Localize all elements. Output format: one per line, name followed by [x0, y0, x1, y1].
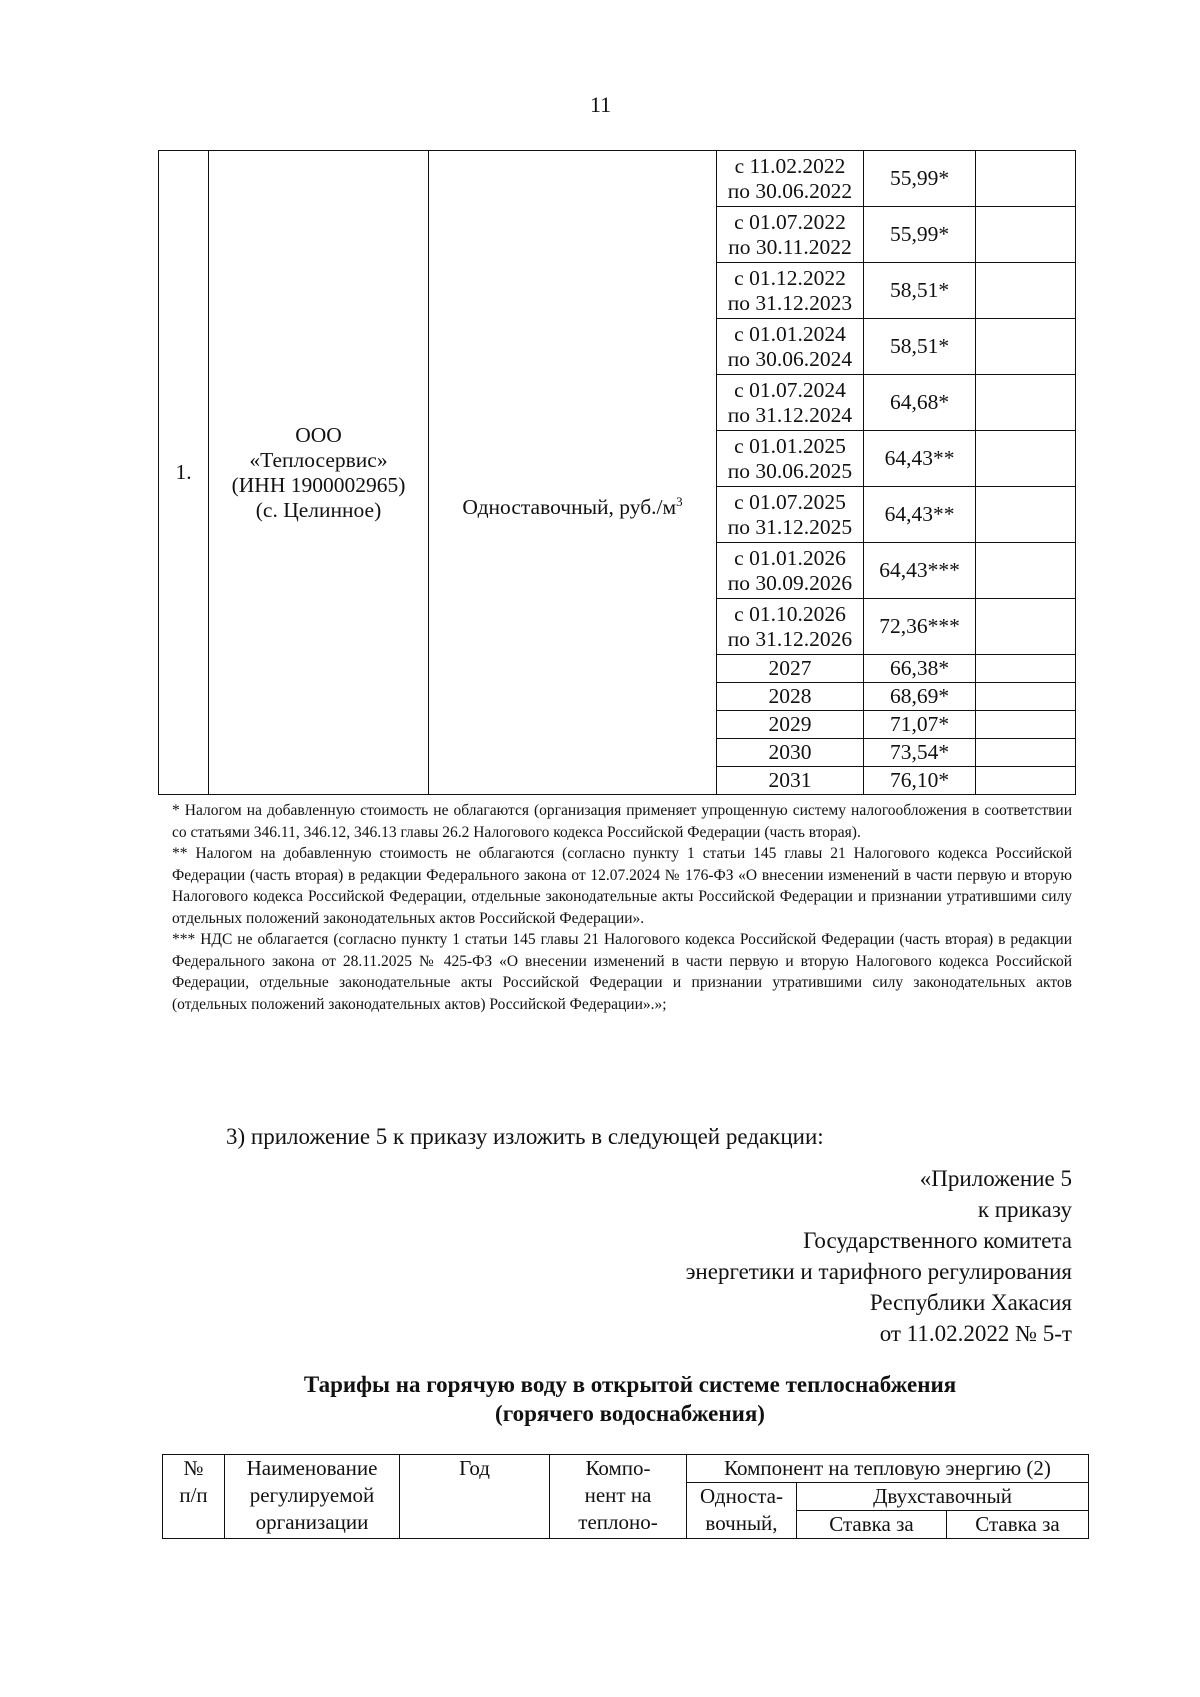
tariff-type: Одноставочный, руб./м — [462, 495, 677, 519]
tariff-value: 66,38* — [864, 655, 976, 683]
tariff-value: 55,99* — [864, 207, 976, 263]
tariff-value: 68,69* — [864, 683, 976, 711]
section-title-line: Тарифы на горячую воду в открытой системе теплоснабжения — [303, 1372, 957, 1397]
tariff-value: 71,07* — [864, 711, 976, 739]
footnote-two-star: ** Налогом на добавленную стоимость не облагаются (согласно пункту 1 статьи 145 главы 21 Налогового кодекса Российской Федерации (часть вторая) в редакции Федерального закона от 12.07.2024 № 176-ФЗ «О внесении изменений в части первую и вторую Налогового кодекса Российской Федерации, отдельные законодательные акты Российской Федерации и признании утратившими силу отдельных положений законодательных актов Российской Федерации». — [172, 845, 1072, 927]
empty-cell — [976, 487, 1076, 543]
period-cell — [717, 431, 864, 487]
period-to: по 31.12.2024 — [727, 402, 853, 427]
header-text: теплоно- — [578, 1510, 658, 1534]
header-text: Наименование — [246, 1456, 378, 1480]
header-row — [163, 1455, 1089, 1483]
appendix-line: к приказу — [977, 1197, 1072, 1222]
empty-cell — [976, 711, 1076, 739]
header-text: № — [183, 1456, 204, 1480]
tariff-value: 55,99* — [864, 151, 976, 207]
period-from: с 01.01.2026 — [734, 545, 846, 570]
period-to: по 30.06.2024 — [727, 346, 853, 371]
empty-cell — [976, 543, 1076, 599]
period-cell — [717, 263, 864, 319]
tariff-value: 73,54* — [864, 739, 976, 767]
appendix-line: Государственного комитета — [803, 1228, 1072, 1253]
tariff-value: 76,10* — [864, 767, 976, 795]
tariff-header-table — [162, 1454, 1089, 1539]
tariff-type-superscript: 3 — [676, 493, 683, 509]
period-to: по 31.12.2025 — [727, 514, 853, 539]
period-cell — [717, 599, 864, 655]
period-to: по 30.06.2025 — [727, 458, 853, 483]
year-cell: 2030 — [717, 739, 864, 767]
period-cell — [717, 543, 864, 599]
period-from: с 01.07.2024 — [734, 377, 846, 402]
period-from: с 01.12.2022 — [734, 265, 846, 290]
appendix-line: энергетики и тарифного регулирования — [685, 1259, 1072, 1284]
empty-cell — [976, 599, 1076, 655]
organization-line: ООО — [295, 422, 342, 447]
period-cell — [717, 151, 864, 207]
period-from: с 01.07.2022 — [734, 209, 846, 234]
footnotes — [172, 800, 1072, 1015]
empty-cell — [976, 767, 1076, 795]
appendix-line: от 11.02.2022 № 5-т — [879, 1321, 1072, 1346]
footnote-one-star: * Налогом на добавленную стоимость не облагаются (организация применяет упрощенную систему налогообложения в соответствии со статьями 346.11, 346.12, 346.13 главы 26.2 Налогового кодекса Российской Федерации (часть вторая). — [172, 802, 1072, 841]
tariff-value: 64,43** — [864, 487, 976, 543]
empty-cell — [976, 375, 1076, 431]
header-col-number — [163, 1455, 225, 1539]
appendix-line: «Приложение 5 — [919, 1166, 1072, 1191]
organization-line: «Теплосервис» — [249, 447, 388, 472]
empty-cell — [976, 151, 1076, 207]
period-cell — [717, 375, 864, 431]
instruction-item: 3) приложение 5 к приказу изложить в следующей редакции: — [226, 1124, 824, 1149]
year-cell: 2029 — [717, 711, 864, 739]
header-col-component — [550, 1455, 687, 1539]
header-text: нент на — [584, 1483, 652, 1507]
tariff-value: 64,43** — [864, 431, 976, 487]
period-to: по 30.11.2022 — [728, 234, 852, 259]
footnote-three-star: *** НДС не облагается (согласно пункту 1 статьи 145 главы 21 Налогового кодекса Российской Федерации (часть вторая) в редакции Федерального закона от 28.11.2025 № 425-ФЗ «О внесении изменений в части первую и вторую Налогового кодекса Российской Федерации, отдельные законодательные акты Российской Федерации и признании утратившими силу законодательных актов (отдельных положений законодательных актов) Российской Федерации».»; — [172, 931, 1072, 1013]
period-cell — [717, 207, 864, 263]
period-from: с 11.02.2022 — [734, 153, 846, 178]
period-to: по 31.12.2026 — [727, 626, 853, 651]
header-col-rate-1: Ставка за — [797, 1511, 947, 1539]
period-cell — [717, 319, 864, 375]
header-text: Компо- — [585, 1456, 651, 1480]
appendix-heading — [472, 1163, 1072, 1349]
organization-cell — [209, 151, 429, 795]
empty-cell — [976, 263, 1076, 319]
header-text: вочный, — [705, 1511, 778, 1535]
header-col-two-part: Двухставочный — [797, 1483, 1089, 1511]
row-number: 1. — [159, 151, 209, 795]
empty-cell — [976, 431, 1076, 487]
header-col-single — [687, 1483, 797, 1539]
header-text: организации — [255, 1510, 369, 1534]
header-col-heat: Компонент на тепловую энергию (2) — [687, 1455, 1089, 1483]
period-from: с 01.10.2026 — [734, 601, 846, 626]
empty-cell — [976, 207, 1076, 263]
year-cell: 2028 — [717, 683, 864, 711]
empty-cell — [976, 319, 1076, 375]
header-text: Односта- — [700, 1484, 783, 1508]
empty-cell — [976, 739, 1076, 767]
period-to: по 31.12.2023 — [727, 290, 853, 315]
header-text: регулируемой — [249, 1483, 375, 1507]
period-from: с 01.07.2025 — [734, 489, 846, 514]
period-to: по 30.06.2022 — [727, 178, 853, 203]
page-number: 11 — [590, 92, 612, 117]
tariff-type-cell — [429, 151, 717, 795]
header-col-rate-2: Ставка за — [947, 1511, 1089, 1539]
empty-cell — [976, 655, 1076, 683]
header-col-name — [225, 1455, 400, 1539]
period-to: по 30.09.2026 — [727, 570, 853, 595]
tariff-table — [158, 150, 1076, 795]
period-from: с 01.01.2025 — [734, 433, 846, 458]
tariff-value: 72,36*** — [864, 599, 976, 655]
organization-line: (ИНН 1900002965) — [231, 472, 406, 497]
section-title — [150, 1370, 1110, 1428]
tariff-value: 58,51* — [864, 263, 976, 319]
empty-cell — [976, 683, 1076, 711]
appendix-line: Республики Хакасия — [869, 1290, 1072, 1315]
section-title-line: (горячего водоснабжения) — [495, 1401, 765, 1426]
tariff-value: 58,51* — [864, 319, 976, 375]
table-row — [159, 151, 1076, 207]
tariff-value: 64,68* — [864, 375, 976, 431]
year-cell: 2027 — [717, 655, 864, 683]
organization-line: (с. Целинное) — [255, 497, 382, 522]
year-cell: 2031 — [717, 767, 864, 795]
header-text: п/п — [179, 1483, 208, 1507]
tariff-value: 64,43*** — [864, 543, 976, 599]
period-cell — [717, 487, 864, 543]
header-col-year: Год — [400, 1455, 550, 1539]
period-from: с 01.01.2024 — [734, 321, 846, 346]
